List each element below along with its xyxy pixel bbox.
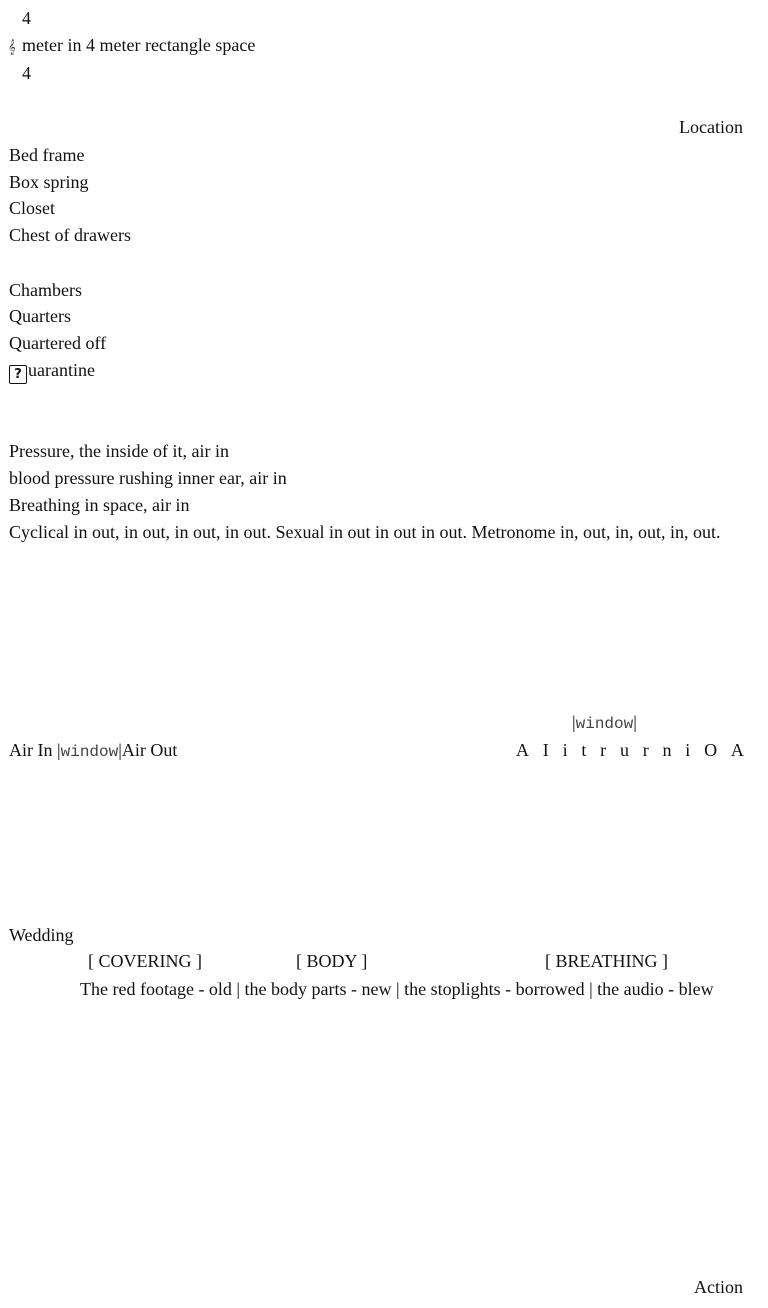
scattered-letter: I: [542, 740, 549, 760]
room-item: Quarters: [9, 306, 71, 326]
scattered-letter: n: [662, 740, 672, 760]
room-item: Chambers: [9, 280, 82, 300]
scattered-letter: u: [619, 740, 629, 760]
bracket-body: [ BODY ]: [296, 951, 368, 971]
pressure-line: Breathing in space, air in: [9, 495, 190, 515]
window-separator: |: [57, 740, 61, 760]
window-word: window: [60, 743, 119, 761]
furniture-item: Chest of drawers: [9, 225, 131, 245]
cyclical-paragraph: Cyclical in out, in out, in out, in out. Sexual in out in out in out. Metronome in, out, in, out, in, out.: [9, 522, 721, 542]
bracket-covering: [ COVERING ]: [88, 951, 202, 971]
bracket-breathing: [ BREATHING ]: [545, 951, 668, 971]
meter-line: [8, 34, 255, 59]
scattered-letter: r: [600, 740, 607, 760]
meter-text: meter in 4 meter rectangle space: [22, 35, 256, 55]
air-in-text: Air In: [9, 740, 53, 760]
quarantine-line: [9, 359, 95, 384]
scattered-letter: A: [516, 740, 529, 760]
furniture-item: Bed frame: [9, 145, 85, 165]
treble-clef-icon: 𝄞: [8, 40, 16, 55]
air-out-text: Air Out: [121, 740, 178, 760]
scattered-letter: i: [685, 740, 691, 760]
room-item: Quartered off: [9, 333, 107, 353]
scattered-letter: A: [730, 740, 744, 760]
window-label-right: [572, 711, 637, 735]
scattered-letter: r: [642, 740, 649, 760]
scattered-letters: [516, 739, 744, 761]
wedding-title: Wedding: [9, 925, 74, 945]
missing-glyph-icon: ?: [9, 365, 27, 384]
scattered-letter: O: [704, 740, 718, 760]
window-separator: |: [118, 740, 122, 760]
quarantine-rest: uarantine: [28, 360, 95, 380]
location-label: Location: [679, 117, 743, 137]
scattered-letter: t: [581, 740, 587, 760]
time-signature-numerator: 4: [22, 8, 31, 28]
time-signature-denominator: 4: [22, 63, 31, 83]
window-separator: |: [633, 712, 637, 732]
furniture-item: Closet: [9, 198, 56, 218]
window-word: window: [575, 715, 634, 733]
furniture-item: Box spring: [9, 172, 89, 192]
pressure-line: blood pressure rushing inner ear, air in: [9, 468, 287, 488]
wedding-line: The red footage - old | the body parts - new | the stoplights - borrowed | the audio - blew: [80, 979, 714, 999]
air-window-line: [9, 739, 177, 763]
window-separator: |: [572, 712, 576, 732]
pressure-line: Pressure, the inside of it, air in: [9, 441, 229, 461]
scattered-letter: i: [562, 740, 568, 760]
action-label: Action: [694, 1277, 743, 1297]
